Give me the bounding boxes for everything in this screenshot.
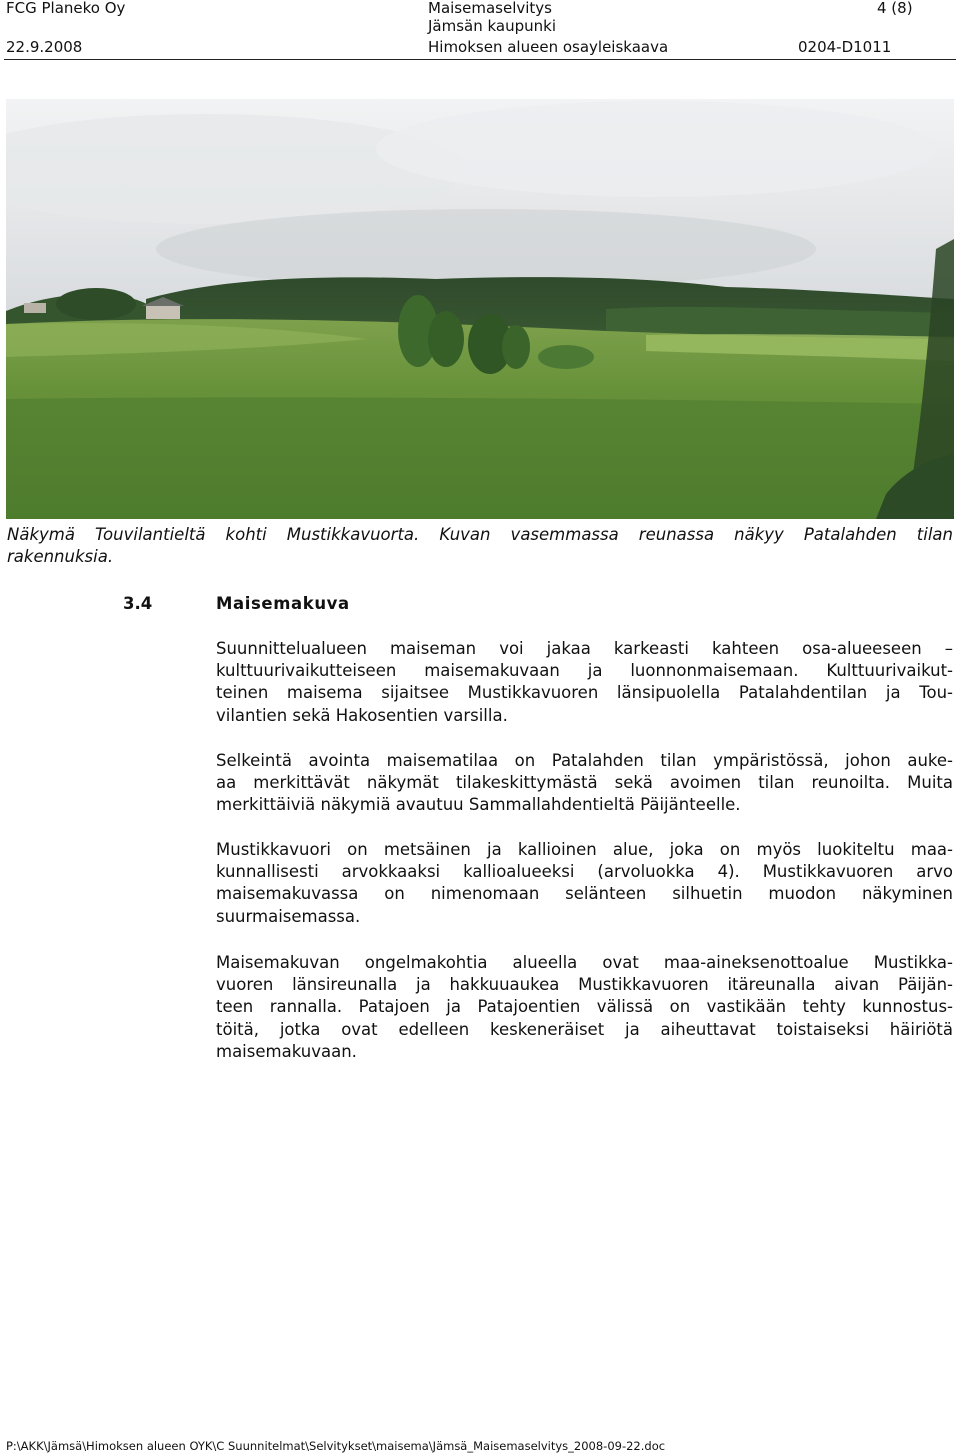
paragraph-line: merkittäiviä näkymiä avautuu Sammallahdentieltä Päijänteelle. <box>216 795 741 815</box>
paragraph-line: aa merkittävät näkymät tilakeskittymästä sekä avoimen tilan reunoilta. Muita <box>216 773 953 793</box>
header-date: 22.9.2008 <box>6 38 83 56</box>
photo-caption <box>7 524 953 568</box>
farm-building <box>146 305 180 319</box>
footer-file-path: P:\AKK\Jämsä\Himoksen alueen OYK\C Suunnitelmat\Selvitykset\maisema\Jämsä_Maisemaselvitys_2008-09-22.doc <box>6 1439 666 1453</box>
paragraph-line: Mustikkavuori on metsäinen ja kallioinen alue, joka on myös luokiteltu maa- <box>216 840 953 859</box>
paragraph-line: Maisemakuvan ongelmakohtia alueella ovat maa-aineksenottoalue Mustikka- <box>216 953 953 972</box>
header-page-number: 4 (8) <box>877 0 913 17</box>
section-number: 3.4 <box>123 594 153 613</box>
section-title: Maisemakuva <box>216 594 350 613</box>
paragraph-line: vilantien sekä Hakosentien varsilla. <box>216 705 508 725</box>
paragraph-line: suurmaisemassa. <box>216 906 361 926</box>
paragraph-line: Selkeintä avointa maisematilaa on Patalahden tilan ympäristössä, johon auke- <box>216 751 953 770</box>
header-doc-number: 0204-D1011 <box>798 38 892 56</box>
landscape-photo-drawing <box>6 99 954 519</box>
header-project: Himoksen alueen osayleiskaava <box>428 38 669 56</box>
body-paragraph <box>216 750 953 817</box>
paragraph-line: maisemakuvassa on nimenomaan selänteen silhuetin muodon näkyminen <box>216 884 953 904</box>
header-doc-type: Maisemaselvitys <box>428 0 552 17</box>
header-divider <box>4 59 956 60</box>
caption-line: rakennuksia. <box>7 547 114 566</box>
paragraph-line: kunnallisesti arvokkaaksi kallioalueeksi (arvoluokka 4). Mustikkavuoren arvo <box>216 862 953 882</box>
header-company: FCG Planeko Oy <box>6 0 126 17</box>
paragraph-line: maisemakuvaan. <box>216 1041 357 1061</box>
paragraph-line: vuoren länsireunalla ja hakkuuaukea Mustikkavuoren itäreunalla aivan Päijän- <box>216 975 953 995</box>
body-paragraph <box>216 839 953 928</box>
paragraph-line: töitä, jotka ovat edelleen keskeneräiset ja aiheuttavat toistaiseksi häiriötä <box>216 1019 953 1039</box>
header-client: Jämsän kaupunki <box>428 17 557 35</box>
body-paragraph <box>216 952 953 1063</box>
caption-line: Näkymä Touvilantieltä kohti Mustikkavuorta. Kuvan vasemmassa reunassa näkyy Patalahden tilan <box>7 525 953 544</box>
paragraph-line: kulttuurivaikutteiseen maisemakuvaan ja luonnonmaisemaan. Kulttuurivaikut- <box>216 661 953 681</box>
body-paragraph <box>216 638 953 727</box>
paragraph-line: teen rannalla. Patajoen ja Patajoentien välissä on vastikään tehty kunnostus- <box>216 997 953 1017</box>
paragraph-line: teinen maisema sijaitsee Mustikkavuoren länsipuolella Patalahdentilan ja Tou- <box>216 683 953 703</box>
paragraph-line: Suunnittelualueen maiseman voi jakaa karkeasti kahteen osa-alueeseen – <box>216 639 953 658</box>
landscape-photo <box>6 99 954 519</box>
